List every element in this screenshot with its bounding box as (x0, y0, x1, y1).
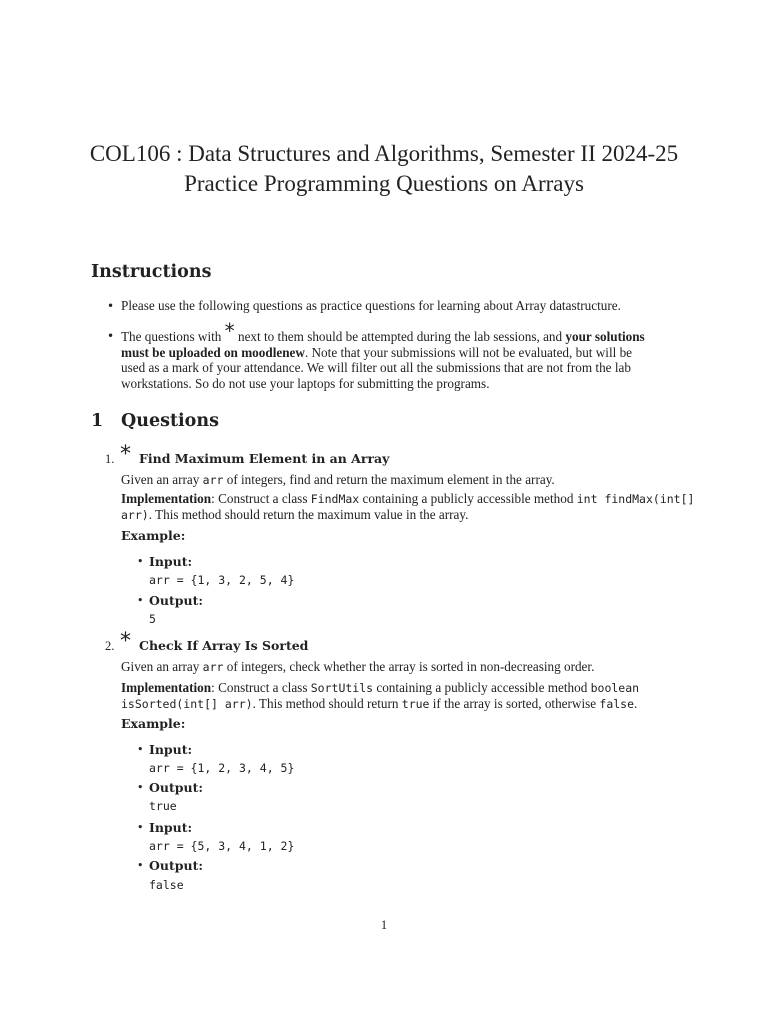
star-marker: * (120, 629, 131, 654)
bullet: • (137, 821, 144, 834)
input-label: Input: (149, 820, 193, 835)
question-1-implementation-cont: arr). This method should return the maximum value in the array. (121, 507, 469, 522)
input-value: arr = {5, 3, 4, 1, 2} (149, 839, 295, 853)
title-line-1: COL106 : Data Structures and Algorithms, Semester II 2024-25 (89, 141, 679, 166)
bullet: • (107, 329, 115, 343)
bullet: • (137, 555, 144, 568)
output-label: Output: (149, 593, 203, 608)
bullet: • (107, 299, 115, 313)
example-label: Example: (121, 716, 186, 731)
question-2-implementation-cont: isSorted(int[] arr). This method should return true if the array is sorted, otherwise false. (121, 696, 638, 711)
section-number: 1 (91, 411, 104, 431)
bullet: • (137, 781, 144, 794)
title-line-2: Practice Programming Questions on Arrays (184, 171, 584, 196)
bullet: • (137, 743, 144, 756)
question-2-description: Given an array arr of integers, check whether the array is sorted in non-decreasing order. (121, 659, 595, 674)
bullet: • (137, 859, 144, 872)
output-value: true (149, 799, 177, 813)
input-label: Input: (149, 742, 193, 757)
input-label: Input: (149, 554, 193, 569)
question-1-description: Given an array arr of integers, find and return the maximum element in the array. (121, 472, 555, 487)
question-2-title: Check If Array Is Sorted (139, 638, 309, 653)
output-label: Output: (149, 780, 203, 795)
input-value: arr = {1, 2, 3, 4, 5} (149, 761, 295, 775)
section-title: Questions (121, 411, 219, 431)
output-label: Output: (149, 858, 203, 873)
instructions-heading: Instructions (91, 262, 212, 282)
question-1-title: Find Maximum Element in an Array (139, 451, 390, 466)
example-label: Example: (121, 528, 186, 543)
star-marker: * (224, 319, 235, 343)
document-title (0, 139, 768, 199)
question-2-number: 2. (105, 639, 115, 653)
page-number: 1 (380, 918, 388, 932)
question-1-number: 1. (105, 452, 115, 466)
input-value: arr = {1, 3, 2, 5, 4} (149, 573, 295, 587)
question-1-implementation: Implementation: Construct a class FindMax containing a publicly accessible method int findMax(int[] (121, 491, 695, 506)
bullet: • (137, 594, 144, 607)
instruction-item-1: Please use the following questions as practice questions for learning about Array datastructure. (121, 298, 621, 313)
star-marker: * (120, 442, 131, 467)
instruction-item-2: The questions with * next to them should be attempted during the lab sessions, and your solutions must be uploaded on moodlenew. Note that your submissions will not be evaluated, but will be used as a mark of your attendance. We will filter out all the submissions that are not from the lab workstations. So do not use your laptops for submitting the programs. (121, 319, 645, 392)
question-2-implementation: Implementation: Construct a class SortUtils containing a publicly accessible method boolean (121, 680, 640, 695)
output-value: false (149, 878, 184, 892)
output-value: 5 (149, 612, 156, 626)
questions-heading (91, 411, 219, 431)
